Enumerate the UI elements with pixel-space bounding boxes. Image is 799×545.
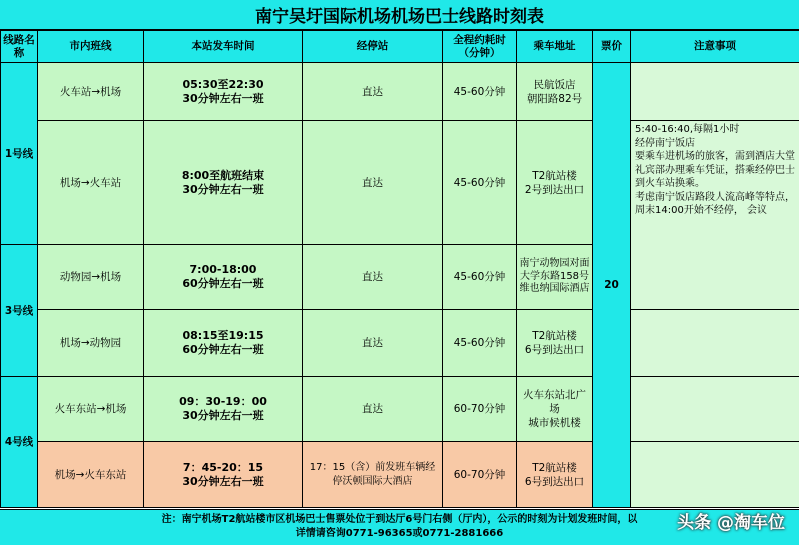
- location-cell: T2航站楼 2号到达出口: [517, 121, 593, 245]
- stops-cell: 直达: [303, 63, 443, 121]
- stops-cell: 直达: [303, 121, 443, 245]
- notes-blank: [631, 310, 799, 377]
- watermark: 头条 @淘车位: [677, 513, 785, 533]
- route-cell: 动物园→机场: [38, 245, 144, 310]
- duration-cell: 45-60分钟: [443, 245, 517, 310]
- time-cell: 09：30-19：00 30分钟左右一班: [144, 377, 303, 442]
- table-row: [1, 377, 799, 442]
- location-cell: T2航站楼 6号到达出口: [517, 310, 593, 377]
- header-time: 本站发车时间: [144, 31, 303, 63]
- line-label: 3号线: [1, 245, 38, 377]
- location-cell: 民航饭店 朝阳路82号: [517, 63, 593, 121]
- header-row: [1, 31, 799, 63]
- time-cell: 7:00-18:00 60分钟左右一班: [144, 245, 303, 310]
- header-line: 线路名称: [1, 31, 38, 63]
- time-cell: 08:15至19:15 60分钟左右一班: [144, 310, 303, 377]
- duration-cell: 60-70分钟: [443, 442, 517, 508]
- location-cell: T2航站楼 6号到达出口: [517, 442, 593, 508]
- duration-cell: 45-60分钟: [443, 121, 517, 245]
- header-location: 乘车地址: [517, 31, 593, 63]
- time-cell: 7：45-20：15 30分钟左右一班: [144, 442, 303, 508]
- duration-cell: 45-60分钟: [443, 63, 517, 121]
- price-cell: 20: [593, 63, 631, 508]
- location-cell: 火车东站北广场 城市候机楼: [517, 377, 593, 442]
- header-duration: 全程约耗时（分钟）: [443, 31, 517, 63]
- header-route: 市内班线: [38, 31, 144, 63]
- line-label: 4号线: [1, 377, 38, 508]
- table-row: [1, 442, 799, 508]
- duration-cell: 45-60分钟: [443, 310, 517, 377]
- route-cell: 机场→火车站: [38, 121, 144, 245]
- timetable: [0, 30, 799, 508]
- page-title: 南宁吴圩国际机场机场巴士线路时刻表: [0, 0, 799, 30]
- notes-blank: [631, 442, 799, 508]
- stops-cell: 17：15（含）前发班车辆经停沃顿国际大酒店: [303, 442, 443, 508]
- time-cell: 05:30至22:30 30分钟左右一班: [144, 63, 303, 121]
- header-notes: 注意事项: [631, 31, 799, 63]
- table-row: [1, 121, 799, 245]
- notes-blank: [631, 63, 799, 121]
- route-cell: 机场→火车东站: [38, 442, 144, 508]
- header-price: 票价: [593, 31, 631, 63]
- footer-line-1: 注：南宁机场T2航站楼市区机场巴士售票处位于到达厅6号门右侧（厅内），公示的时刻为计划发班时间，以: [161, 514, 638, 525]
- route-cell: 火车东站→机场: [38, 377, 144, 442]
- stops-cell: 直达: [303, 377, 443, 442]
- table-row: [1, 63, 799, 121]
- time-cell: 8:00至航班结束 30分钟左右一班: [144, 121, 303, 245]
- notes-blank: [631, 377, 799, 442]
- route-cell: 火车站→机场: [38, 63, 144, 121]
- footer-line-2: 详情请咨询0771-96365或0771-2881666: [295, 528, 504, 539]
- route-cell: 机场→动物园: [38, 310, 144, 377]
- stops-cell: 直达: [303, 310, 443, 377]
- table-row: [1, 310, 799, 377]
- duration-cell: 60-70分钟: [443, 377, 517, 442]
- notes-cell: 5:40-16:40,每隔1小时 经停南宁饭店 要乘车进机场的旅客，需到酒店大堂礼宾部办理乘车凭证，搭乘经停巴士到火车站换乘。 考虑南宁饭店路段人流高峰等特点， 周末14:00开始不经停， 会议: [631, 121, 799, 310]
- header-stops: 经停站: [303, 31, 443, 63]
- stops-cell: 直达: [303, 245, 443, 310]
- line-label: 1号线: [1, 63, 38, 245]
- location-cell: 南宁动物园对面大学东路158号维也纳国际酒店: [517, 245, 593, 310]
